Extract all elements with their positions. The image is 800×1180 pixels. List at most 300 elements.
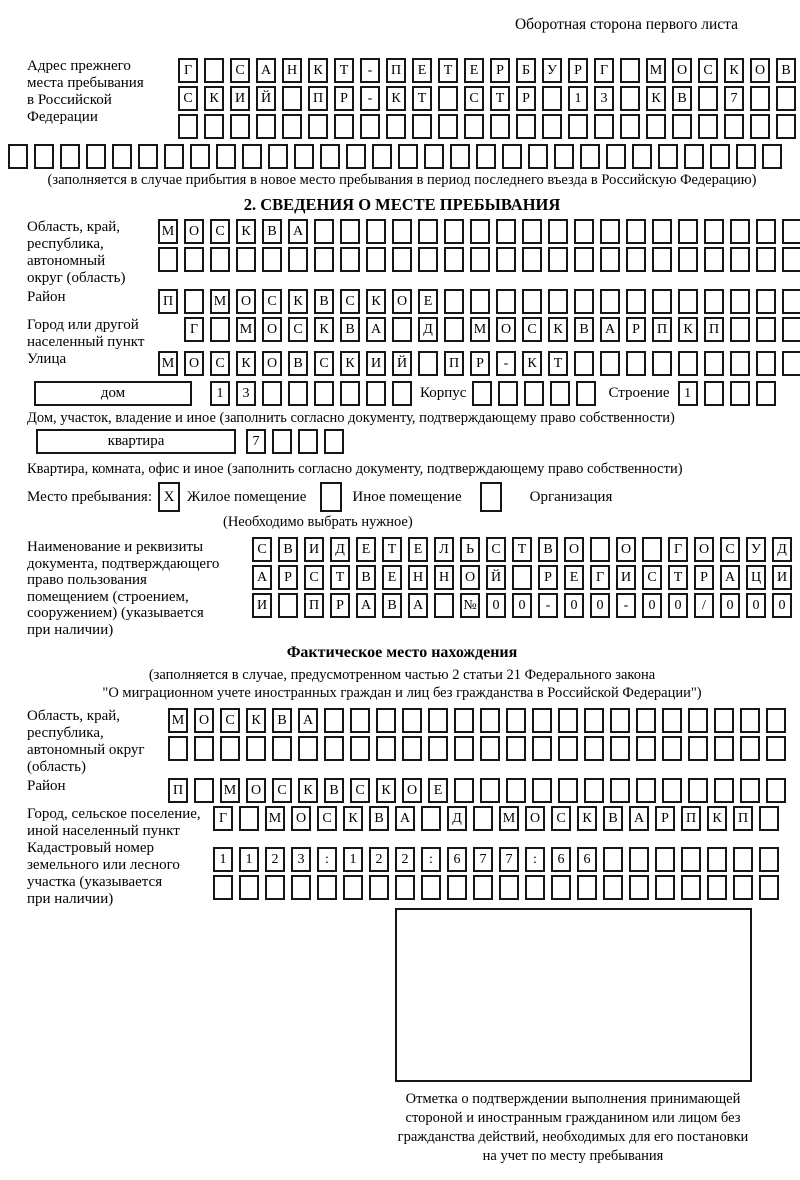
cadastre-label bbox=[8, 840, 213, 908]
char-cell bbox=[652, 351, 672, 376]
char-cell bbox=[288, 247, 308, 272]
label-line: право пользования bbox=[27, 572, 147, 588]
char-cell bbox=[704, 351, 724, 376]
char-cell bbox=[314, 381, 334, 406]
char-cell bbox=[444, 317, 464, 342]
label-line: сооружением) (указывается bbox=[27, 605, 204, 621]
char-cell bbox=[730, 289, 750, 314]
char-cell bbox=[490, 114, 510, 139]
char-cell: 7 bbox=[499, 847, 519, 872]
char-cell bbox=[392, 219, 412, 244]
char-cell bbox=[776, 114, 796, 139]
char-cell: М bbox=[499, 806, 519, 831]
char-cell: Д bbox=[418, 317, 438, 342]
char-cell bbox=[522, 219, 542, 244]
char-cell bbox=[230, 114, 250, 139]
char-cell: М bbox=[158, 351, 178, 376]
char-cell: Л bbox=[434, 537, 454, 562]
char-cell: И bbox=[230, 86, 250, 111]
char-cell: Й bbox=[256, 86, 276, 111]
char-cell bbox=[470, 219, 490, 244]
prev-address-row-3 bbox=[178, 114, 796, 139]
char-cell bbox=[138, 144, 158, 169]
char-cell: Р bbox=[655, 806, 675, 831]
char-cell bbox=[730, 351, 750, 376]
char-cell bbox=[626, 289, 646, 314]
document-row-2 bbox=[252, 565, 792, 590]
char-cell bbox=[298, 736, 318, 761]
label-line: стороной и иностранным гражданином или лицом без bbox=[405, 1110, 741, 1126]
actual-region-row-1 bbox=[168, 708, 786, 733]
char-cell: : bbox=[421, 847, 441, 872]
char-cell: К bbox=[308, 58, 328, 83]
region-row-2 bbox=[158, 247, 800, 272]
actual-district-label: Район bbox=[27, 778, 66, 794]
char-cell: Й bbox=[486, 565, 506, 590]
char-cell bbox=[678, 351, 698, 376]
korpus-cells bbox=[472, 381, 596, 406]
char-cell: К bbox=[724, 58, 744, 83]
char-cell bbox=[450, 144, 470, 169]
char-cell bbox=[239, 875, 259, 900]
char-cell bbox=[438, 86, 458, 111]
char-cell bbox=[558, 736, 578, 761]
char-cell: 6 bbox=[577, 847, 597, 872]
char-cell bbox=[730, 219, 750, 244]
char-cell bbox=[766, 708, 786, 733]
char-cell bbox=[340, 219, 360, 244]
char-cell bbox=[499, 875, 519, 900]
char-cell bbox=[376, 708, 396, 733]
char-cell: А bbox=[600, 317, 620, 342]
char-cell: 1 bbox=[239, 847, 259, 872]
char-cell bbox=[551, 875, 571, 900]
char-cell bbox=[480, 778, 500, 803]
char-cell: - bbox=[496, 351, 516, 376]
char-cell: С bbox=[642, 565, 662, 590]
char-cell: 0 bbox=[590, 593, 610, 618]
char-cell bbox=[242, 144, 262, 169]
char-cell bbox=[756, 289, 776, 314]
char-cell bbox=[184, 289, 204, 314]
char-cell: А bbox=[356, 593, 376, 618]
char-cell bbox=[603, 847, 623, 872]
char-cell bbox=[782, 289, 800, 314]
char-cell bbox=[343, 875, 363, 900]
char-cell: № bbox=[460, 593, 480, 618]
char-cell bbox=[498, 381, 518, 406]
char-cell bbox=[733, 875, 753, 900]
char-cell: Е bbox=[412, 58, 432, 83]
apartment-box: квартира bbox=[36, 429, 236, 454]
char-cell bbox=[610, 778, 630, 803]
region-grids bbox=[158, 219, 800, 275]
cadastre-row-2 bbox=[213, 875, 779, 900]
char-cell: Г bbox=[213, 806, 233, 831]
char-cell: М bbox=[236, 317, 256, 342]
actual-district-row bbox=[168, 778, 786, 803]
other-premises-label: Иное помещение bbox=[352, 488, 462, 505]
char-cell bbox=[376, 736, 396, 761]
char-cell: Р bbox=[538, 565, 558, 590]
char-cell: 1 bbox=[678, 381, 698, 406]
char-cell bbox=[620, 58, 640, 83]
char-cell bbox=[294, 144, 314, 169]
char-cell bbox=[473, 806, 493, 831]
char-cell: В bbox=[272, 708, 292, 733]
char-cell: В bbox=[382, 593, 402, 618]
char-cell: С bbox=[304, 565, 324, 590]
label-line: земельного или лесного bbox=[27, 857, 180, 873]
char-cell bbox=[756, 317, 776, 342]
char-cell bbox=[522, 247, 542, 272]
char-cell: К bbox=[236, 351, 256, 376]
char-cell: С bbox=[272, 778, 292, 803]
char-cell bbox=[766, 736, 786, 761]
char-cell: М bbox=[158, 219, 178, 244]
char-cell bbox=[655, 847, 675, 872]
region-field bbox=[8, 219, 796, 289]
char-cell bbox=[548, 289, 568, 314]
char-cell: Н bbox=[434, 565, 454, 590]
prev-address-row-1 bbox=[178, 58, 796, 83]
char-cell bbox=[291, 875, 311, 900]
char-cell bbox=[444, 219, 464, 244]
char-cell bbox=[428, 708, 448, 733]
stay-type-field bbox=[8, 482, 796, 512]
char-cell bbox=[314, 219, 334, 244]
char-cell bbox=[620, 86, 640, 111]
char-cell: Г bbox=[590, 565, 610, 590]
char-cell bbox=[392, 317, 412, 342]
char-cell: 1 bbox=[210, 381, 230, 406]
label-line: республика, bbox=[27, 236, 104, 252]
prev-address-label bbox=[8, 58, 178, 126]
district-row bbox=[158, 289, 800, 314]
actual-city-field bbox=[8, 806, 796, 840]
char-cell: О bbox=[246, 778, 266, 803]
char-cell: М bbox=[168, 708, 188, 733]
char-cell bbox=[574, 351, 594, 376]
char-cell bbox=[216, 144, 236, 169]
char-cell bbox=[636, 736, 656, 761]
char-cell bbox=[60, 144, 80, 169]
char-cell bbox=[525, 875, 545, 900]
char-cell: П bbox=[386, 58, 406, 83]
char-cell: С bbox=[551, 806, 571, 831]
char-cell: 3 bbox=[236, 381, 256, 406]
char-cell: О bbox=[194, 708, 214, 733]
actual-city-label bbox=[8, 806, 213, 840]
char-cell: С bbox=[210, 351, 230, 376]
char-cell: Т bbox=[490, 86, 510, 111]
cadastre-grids bbox=[213, 847, 779, 903]
char-cell bbox=[684, 144, 704, 169]
char-cell bbox=[324, 708, 344, 733]
char-cell bbox=[464, 114, 484, 139]
char-cell bbox=[278, 593, 298, 618]
char-cell: К bbox=[204, 86, 224, 111]
char-cell bbox=[454, 778, 474, 803]
label-line: иной населенный пункт bbox=[27, 823, 180, 839]
char-cell: : bbox=[317, 847, 337, 872]
char-cell bbox=[782, 219, 800, 244]
char-cell bbox=[444, 289, 464, 314]
actual-city-row bbox=[213, 806, 779, 831]
char-cell: К bbox=[314, 317, 334, 342]
char-cell: 7 bbox=[724, 86, 744, 111]
char-cell: К bbox=[646, 86, 666, 111]
house-number-cells bbox=[210, 381, 412, 406]
char-cell bbox=[421, 806, 441, 831]
label-line: Город или другой bbox=[27, 317, 139, 333]
char-cell bbox=[704, 219, 724, 244]
stamp-box bbox=[395, 908, 752, 1082]
char-cell: В bbox=[356, 565, 376, 590]
char-cell: М bbox=[210, 289, 230, 314]
char-cell: С bbox=[314, 351, 334, 376]
prev-address-row-4 bbox=[8, 144, 796, 169]
document-label bbox=[8, 537, 252, 638]
char-cell bbox=[574, 219, 594, 244]
char-cell: С bbox=[720, 537, 740, 562]
label-line: Федерации bbox=[27, 109, 98, 125]
char-cell: В bbox=[324, 778, 344, 803]
char-cell bbox=[204, 58, 224, 83]
district-field bbox=[8, 289, 796, 317]
char-cell: А bbox=[252, 565, 272, 590]
char-cell bbox=[736, 144, 756, 169]
char-cell: 7 bbox=[246, 429, 266, 454]
char-cell: С bbox=[317, 806, 337, 831]
char-cell: В bbox=[288, 351, 308, 376]
char-cell bbox=[220, 736, 240, 761]
char-cell bbox=[366, 381, 386, 406]
char-cell: О bbox=[672, 58, 692, 83]
char-cell bbox=[707, 847, 727, 872]
char-cell bbox=[652, 289, 672, 314]
char-cell: - bbox=[616, 593, 636, 618]
char-cell: 0 bbox=[564, 593, 584, 618]
char-cell bbox=[714, 736, 734, 761]
label-line: документа, подтверждающего bbox=[27, 555, 220, 572]
char-cell: 0 bbox=[772, 593, 792, 618]
char-cell: А bbox=[408, 593, 428, 618]
char-cell bbox=[672, 114, 692, 139]
char-cell: С bbox=[262, 289, 282, 314]
char-cell: Р bbox=[334, 86, 354, 111]
char-cell bbox=[658, 144, 678, 169]
char-cell bbox=[369, 875, 389, 900]
organization-checkbox bbox=[480, 482, 502, 512]
char-cell bbox=[782, 317, 800, 342]
char-cell bbox=[756, 219, 776, 244]
char-cell bbox=[444, 247, 464, 272]
char-cell bbox=[678, 289, 698, 314]
district-label: Район bbox=[27, 289, 66, 305]
apartment-note: Квартира, комната, офис и иное (заполнить согласно документу, подтверждающему право собственности) bbox=[27, 461, 683, 477]
char-cell bbox=[320, 144, 340, 169]
char-cell: С bbox=[698, 58, 718, 83]
label-line: участка (указывается bbox=[27, 874, 163, 890]
char-cell: Е bbox=[428, 778, 448, 803]
char-cell: А bbox=[256, 58, 276, 83]
char-cell: Р bbox=[330, 593, 350, 618]
char-cell bbox=[324, 429, 344, 454]
document-field bbox=[8, 537, 796, 638]
char-cell bbox=[158, 247, 178, 272]
char-cell: О bbox=[184, 351, 204, 376]
char-cell: П bbox=[308, 86, 328, 111]
char-cell bbox=[288, 381, 308, 406]
char-cell: А bbox=[366, 317, 386, 342]
char-cell: К bbox=[246, 708, 266, 733]
char-cell: Т bbox=[548, 351, 568, 376]
char-cell: 1 bbox=[568, 86, 588, 111]
char-cell bbox=[750, 114, 770, 139]
char-cell: Н bbox=[408, 565, 428, 590]
char-cell: О bbox=[460, 565, 480, 590]
char-cell bbox=[548, 247, 568, 272]
char-cell bbox=[472, 381, 492, 406]
char-cell: С bbox=[522, 317, 542, 342]
char-cell: О bbox=[694, 537, 714, 562]
label-line: населенный пункт bbox=[27, 334, 145, 350]
char-cell bbox=[629, 875, 649, 900]
actual-location-note bbox=[8, 666, 796, 702]
char-cell bbox=[750, 86, 770, 111]
char-cell: К bbox=[577, 806, 597, 831]
char-cell: Е bbox=[382, 565, 402, 590]
actual-region-label bbox=[8, 708, 168, 776]
char-cell bbox=[506, 736, 526, 761]
char-cell bbox=[554, 144, 574, 169]
char-cell bbox=[698, 114, 718, 139]
char-cell bbox=[506, 708, 526, 733]
char-cell bbox=[412, 114, 432, 139]
char-cell bbox=[629, 847, 649, 872]
char-cell: О bbox=[564, 537, 584, 562]
char-cell bbox=[480, 708, 500, 733]
house-field bbox=[8, 381, 796, 409]
char-cell: К bbox=[340, 351, 360, 376]
char-cell bbox=[662, 778, 682, 803]
char-cell: - bbox=[538, 593, 558, 618]
char-cell bbox=[558, 708, 578, 733]
char-cell: Т bbox=[438, 58, 458, 83]
char-cell: К bbox=[376, 778, 396, 803]
char-cell bbox=[418, 219, 438, 244]
char-cell bbox=[502, 144, 522, 169]
prev-address-grids bbox=[178, 58, 796, 142]
char-cell: О bbox=[262, 317, 282, 342]
char-cell bbox=[392, 247, 412, 272]
char-cell bbox=[204, 114, 224, 139]
char-cell: О bbox=[525, 806, 545, 831]
char-cell: А bbox=[298, 708, 318, 733]
char-cell: О bbox=[236, 289, 256, 314]
char-cell: П bbox=[733, 806, 753, 831]
city-label bbox=[8, 317, 184, 351]
char-cell bbox=[194, 736, 214, 761]
char-cell bbox=[236, 247, 256, 272]
label-line: помещением (строением, bbox=[27, 588, 189, 605]
char-cell bbox=[652, 247, 672, 272]
char-cell: Р bbox=[626, 317, 646, 342]
char-cell bbox=[762, 144, 782, 169]
char-cell: У bbox=[746, 537, 766, 562]
char-cell: А bbox=[720, 565, 740, 590]
char-cell bbox=[473, 875, 493, 900]
char-cell bbox=[480, 736, 500, 761]
char-cell bbox=[756, 381, 776, 406]
char-cell bbox=[688, 736, 708, 761]
char-cell: П bbox=[158, 289, 178, 314]
char-cell bbox=[350, 708, 370, 733]
stroenie-label: Строение bbox=[608, 385, 670, 401]
label-line: Область, край, bbox=[27, 708, 121, 724]
char-cell bbox=[782, 247, 800, 272]
char-cell: П bbox=[168, 778, 188, 803]
char-cell: Д bbox=[447, 806, 467, 831]
char-cell: О bbox=[402, 778, 422, 803]
char-cell bbox=[366, 219, 386, 244]
char-cell: Е bbox=[418, 289, 438, 314]
char-cell bbox=[548, 219, 568, 244]
char-cell bbox=[626, 247, 646, 272]
region-label bbox=[8, 219, 158, 287]
char-cell bbox=[766, 778, 786, 803]
char-cell bbox=[558, 778, 578, 803]
char-cell: Р bbox=[568, 58, 588, 83]
char-cell: П bbox=[444, 351, 464, 376]
region-row-1 bbox=[158, 219, 800, 244]
char-cell bbox=[256, 114, 276, 139]
char-cell bbox=[402, 708, 422, 733]
actual-location-title: Фактическое место нахождения bbox=[286, 644, 518, 661]
char-cell: 7 bbox=[473, 847, 493, 872]
other-premises-checkbox bbox=[320, 482, 342, 512]
char-cell: К bbox=[522, 351, 542, 376]
char-cell: П bbox=[681, 806, 701, 831]
char-cell bbox=[282, 86, 302, 111]
char-cell bbox=[360, 114, 380, 139]
char-cell bbox=[34, 144, 54, 169]
document-row-3 bbox=[252, 593, 792, 618]
char-cell bbox=[759, 806, 779, 831]
char-cell bbox=[496, 289, 516, 314]
char-cell bbox=[524, 381, 544, 406]
char-cell bbox=[438, 114, 458, 139]
char-cell bbox=[542, 86, 562, 111]
char-cell bbox=[574, 247, 594, 272]
char-cell: В bbox=[603, 806, 623, 831]
char-cell bbox=[782, 351, 800, 376]
street-field bbox=[8, 351, 796, 379]
char-cell bbox=[584, 736, 604, 761]
char-cell: - bbox=[360, 86, 380, 111]
char-cell bbox=[620, 114, 640, 139]
house-box: дом bbox=[34, 381, 192, 406]
char-cell bbox=[576, 381, 596, 406]
char-cell bbox=[516, 114, 536, 139]
char-cell bbox=[272, 736, 292, 761]
char-cell bbox=[476, 144, 496, 169]
char-cell bbox=[112, 144, 132, 169]
cadastre-row-1 bbox=[213, 847, 779, 872]
document-row-1 bbox=[252, 537, 792, 562]
char-cell: О bbox=[262, 351, 282, 376]
